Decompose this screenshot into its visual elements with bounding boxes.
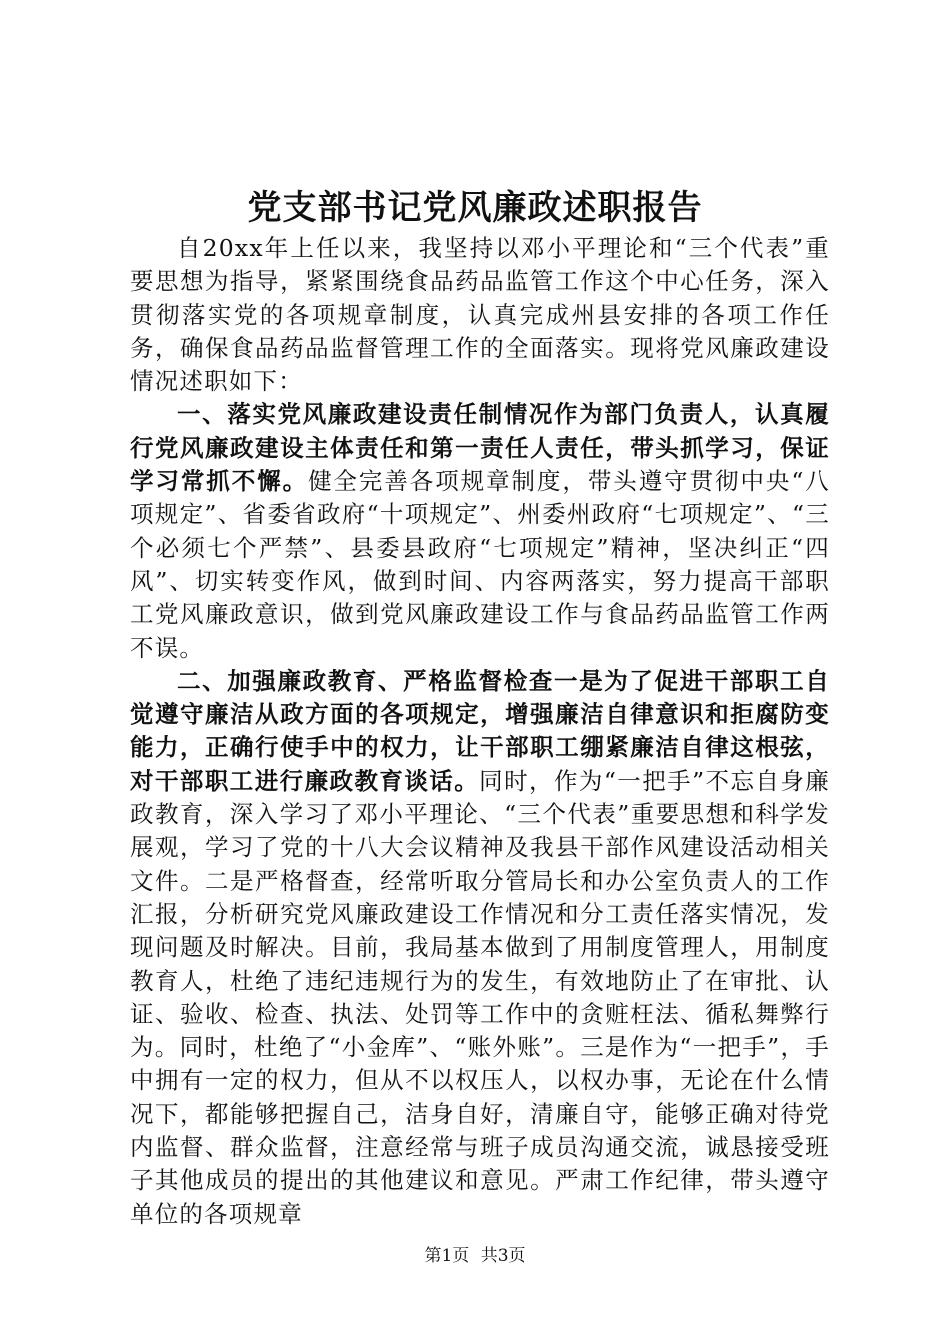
page-number: 第1页	[424, 1246, 470, 1266]
paragraph-section-2	[130, 665, 830, 1231]
document-body	[130, 232, 830, 1231]
paragraph-text: 自20xx年上任以来，我坚持以邓小平理论和“三个代表”重要思想为指导，紧紧围绕食品药品监管工作这个中心任务，深入贯彻落实党的各项规章制度，认真完成州县安排的各项工作任务，确保食品药品监督管理工作的全面落实。现将党风廉政建设情况述职如下：	[130, 234, 830, 396]
paragraph-section-1	[130, 398, 830, 664]
paragraph-intro	[130, 232, 830, 398]
page-footer	[0, 1244, 950, 1268]
paragraph-lead: 二、加强廉政教育、严格监督检查一是为了促进干部职工自觉遵守廉洁从政方面的各项规定，增强廉洁自律意识和拒腐防变能力，正确行使手中的权力，让干部职工绷紧廉洁自律这根弦，对干部职工进行廉政教育谈话。	[130, 666, 830, 795]
page-total: 共3页	[480, 1246, 526, 1266]
paragraph-text: 同时，作为“一把手”不忘自身廉政教育，深入学习了邓小平理论、“三个代表”重要思想和科学发展观，学习了党的十八大会议精神及我县干部作风建设活动相关文件。二是严格督查，经常听取分管局长和办公室负责人的工作汇报，分析研究党风廉政建设工作情况和分工责任落实情况，发现问题及时解决。目前，我局基本做到了用制度管理人，用制度教育人，杜绝了违纪违规行为的发生，有效地防止了在审批、认证、验收、检查、执法、处罚等工作中的贪赃枉法、循私舞弊行为。同时，杜绝了“小金库”、“账外账”。三是作为“一把手”，手中拥有一定的权力，但从不以权压人，以权办事，无论在什么情况下，都能够把握自己，洁身自好，清廉自守，能够正确对待党内监督、群众监督，注意经常与班子成员沟通交流，诚恳接受班子其他成员的提出的其他建议和意见。严肃工作纪律，带头遵守单位的各项规章	[130, 766, 830, 1228]
paragraph-text: 健全完善各项规章制度，带头遵守贯彻中央“八项规定”、省委省政府“十项规定”、州委州政府“七项规定”、“三个必须七个严禁”、县委县政府“七项规定”精神，坚决纠正“四风”、切实转变作风，做到时间、内容两落实，努力提高干部职工党风廉政意识，做到党风廉政建设工作与食品药品监管工作两不误。	[130, 467, 830, 662]
page-title: 党支部书记党风廉政述职报告	[247, 188, 703, 228]
paragraph-lead: 一、落实党风廉政建设责任制情况作为部门负责人，认真履行党风廉政建设主体责任和第一责任人责任，带头抓学习，保证学习常抓不懈。	[130, 400, 830, 496]
